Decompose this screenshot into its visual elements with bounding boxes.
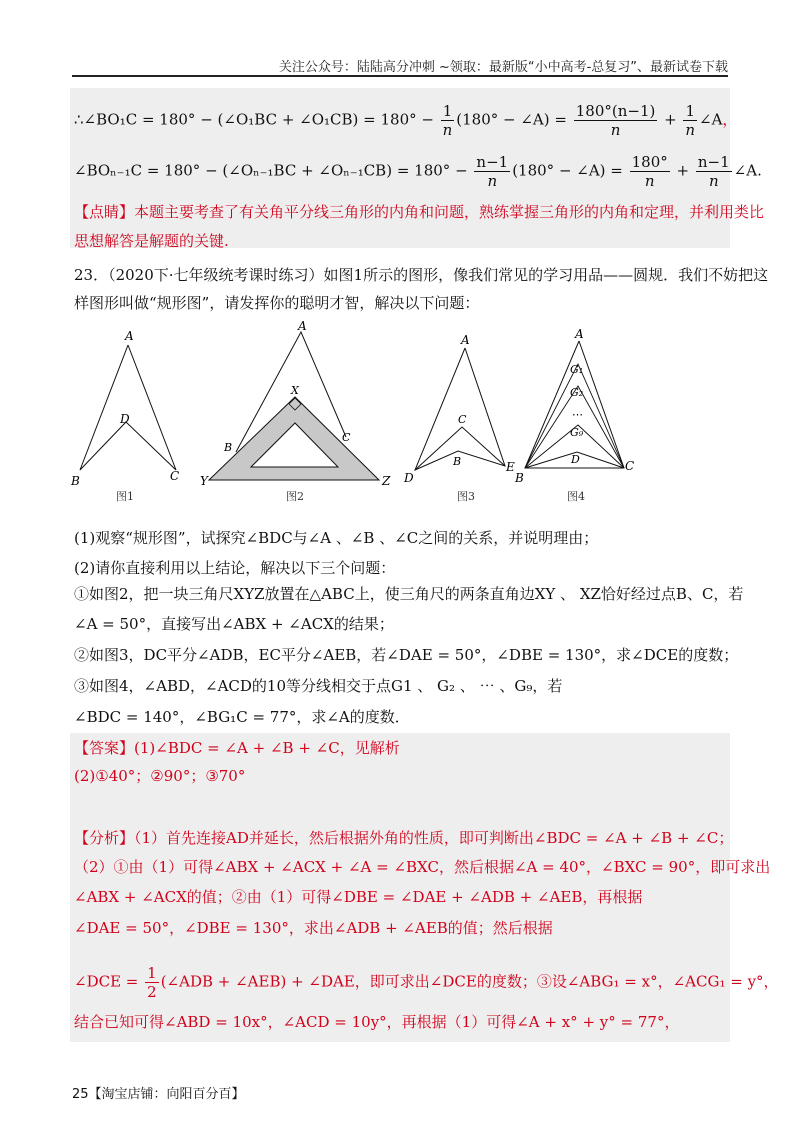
- analysis-line-1: 【分析】（1）首先连接AD并延长，然后根据外角的性质，即可判断出∠BDC = ∠A + ∠B + ∠C；: [74, 829, 734, 847]
- question-part-2c-line-2: ∠BDC = 140°，∠BG₁C = 77°，求∠A的度数．: [74, 708, 410, 726]
- fig2-caption: 图2: [286, 490, 304, 503]
- fig3-label-b: B: [453, 455, 462, 468]
- dianjing-line-2: 思想解答是解题的关键.: [74, 232, 229, 250]
- question-part-2: (2)请你直接利用以上结论，解决以下三个问题：: [74, 559, 396, 577]
- fig4-label-g2: G₂: [570, 386, 584, 399]
- question-line-2: 样图形叫做“规形图”，请发挥你的聪明才智，解决以下问题：: [74, 294, 480, 312]
- analysis-line-4: ∠DAE = 50°，∠DBE = 130°，求出∠ADB + ∠AEB的值；然后根据: [74, 919, 553, 937]
- page-header: 关注公众号：陆陆高分冲刺 ~领取：最新版“小中高考-总复习”、最新试卷下载: [278, 60, 728, 75]
- fig2-label-x: X: [291, 384, 299, 397]
- figure-1: [70, 329, 179, 503]
- figure-4: [514, 327, 634, 503]
- fig4-caption: 图4: [567, 490, 585, 503]
- fig2-label-y: Y: [200, 474, 208, 488]
- figure-3: [403, 333, 515, 503]
- fig3-label-c: C: [458, 413, 467, 426]
- fig1-label-b: B: [71, 474, 80, 488]
- fig4-label-d: D: [571, 453, 580, 466]
- figures-row: [70, 320, 730, 510]
- proof-line-1: ∴∠BO₁C = 180° − (∠O₁BC + ∠O₁CB) = 180° − $\frac{1}{n}$ (180° − ∠A) = $\frac{180^\circ(n-1)}{n}$ + $\frac{1}{n}$ ∠A，: [74, 102, 738, 139]
- page-footer: 25【淘宝店铺：向阳百分百】: [72, 1087, 245, 1102]
- fig4-label-a: A: [575, 327, 584, 341]
- fig4-label-c: C: [625, 459, 635, 473]
- fig3-caption: 图3: [457, 490, 475, 503]
- question-part-2a-line-2: ∠A = 50°，直接写出∠ABX + ∠ACX的结果；: [74, 615, 394, 633]
- analysis-line-5: ∠DCE = $\frac{1}{2}$ (∠ADB + ∠AEB) + ∠DAE，即可求出∠DCE的度数；③设∠ABG₁ = x°，∠ACG₁ = y°，: [74, 964, 779, 1001]
- fig2-label-a: A: [298, 320, 307, 333]
- fig2-label-c: C: [342, 431, 351, 444]
- question-part-1: (1)观察“规形图”，试探究∠BDC与∠A 、∠B 、∠C之间的关系，并说明理由；: [74, 529, 599, 547]
- fig2-label-z: Z: [382, 474, 391, 488]
- dianjing-line-1: 【点睛】本题主要考查了有关角平分线三角形的内角和问题，熟练掌握三角形的内角和定理，并利用类比: [74, 203, 765, 221]
- fig1-caption: 图1: [116, 490, 134, 503]
- proof-line-2: ∠BOₙ₋₁C = 180° − (∠Oₙ₋₁BC + ∠Oₙ₋₁CB) = 180° − $\frac{n-1}{n}$ (180° − ∠A) = $\frac{180^\circ}{n}$ + $\frac{n-1}{n}$ ∠A.: [74, 153, 762, 190]
- fig1-label-c: C: [170, 469, 180, 483]
- question-part-2a-line-1: ①如图2，把一块三角尺XYZ放置在△ABC上，使三角尺的两条直角边XY 、 XZ恰好经过点B、C，若: [74, 585, 744, 603]
- question-line-1: 23．（2020下·七年级统考课时练习）如图1所示的图形，像我们常见的学习用品——圆规．我们不妨把这: [74, 266, 769, 284]
- fig4-label-g9: G₉: [570, 426, 584, 439]
- answer-line-2: (2)①40°；②90°；③70°: [74, 767, 246, 785]
- fig1-label-a: A: [125, 329, 134, 343]
- question-part-2c-line-1: ③如图4，∠ABD，∠ACD的10等分线相交于点G1 、 G₂ 、 ⋯ 、G₉，若: [74, 677, 563, 695]
- fig4-label-b: B: [515, 471, 524, 485]
- analysis-line-2: （2）①由（1）可得∠ABX + ∠ACX + ∠A = ∠BXC，然后根据∠A = 40°，∠BXC = 90°，即可求出: [74, 858, 771, 876]
- fig1-label-d: D: [120, 412, 130, 426]
- answer-line-1: 【答案】(1)∠BDC = ∠A + ∠B + ∠C，见解析: [74, 739, 400, 757]
- question-part-2b: ②如图3，DC平分∠ADB，EC平分∠AEB，若∠DAE = 50°，∠DBE = 130°，求∠DCE的度数；: [74, 646, 739, 664]
- analysis-line-6: 结合已知可得∠ABD = 10x°，∠ACD = 10y°，再根据（1）可得∠A + x° + y° = 77°，: [74, 1013, 680, 1031]
- fig3-label-d: D: [404, 471, 414, 485]
- fig2-label-b: B: [224, 441, 233, 454]
- fig3-label-e: E: [506, 460, 515, 474]
- fig4-label-dots: ⋯: [572, 408, 583, 421]
- figure-2: [200, 320, 391, 503]
- analysis-line-3: ∠ABX + ∠ACX的值；②由（1）可得∠DBE = ∠DAE + ∠ADB + ∠AEB，再根据: [74, 888, 643, 906]
- header-rule: [72, 75, 728, 77]
- fig4-label-g1: G₁: [570, 363, 584, 376]
- fig3-label-a: A: [461, 333, 470, 347]
